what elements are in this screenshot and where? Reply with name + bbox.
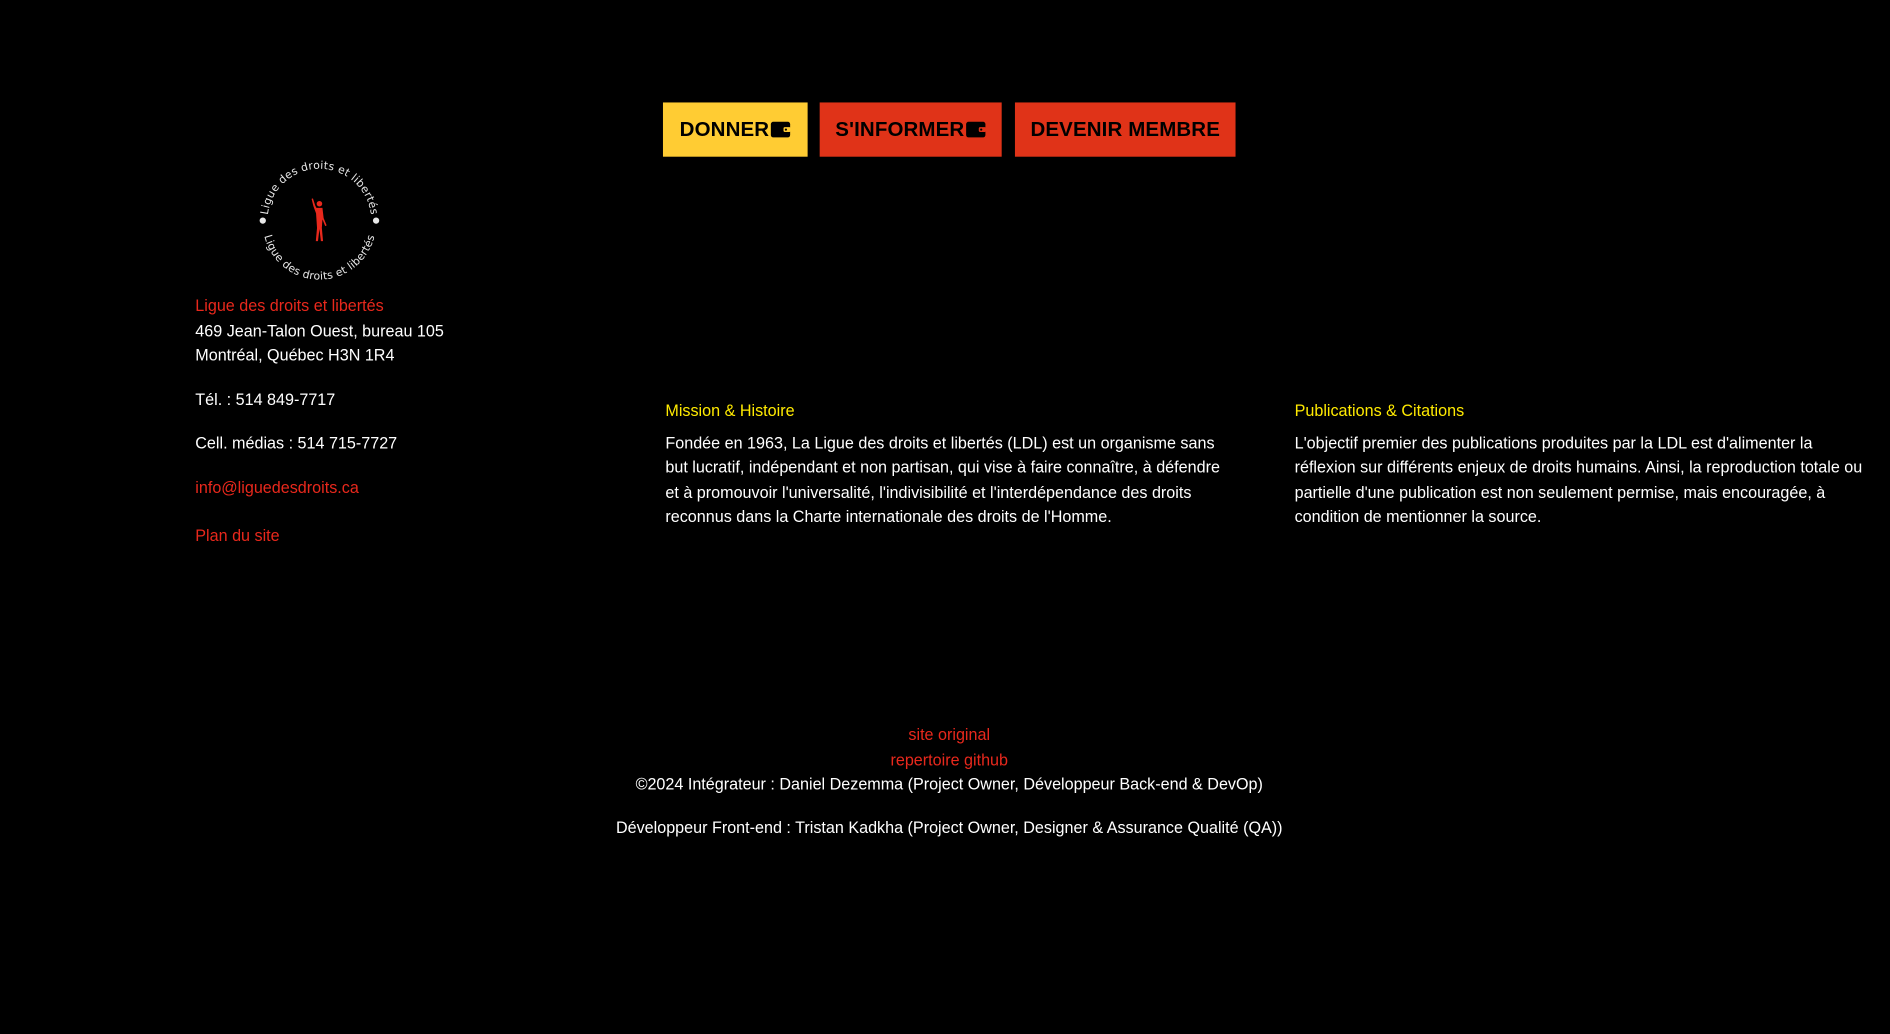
sinformer-button[interactable] bbox=[820, 102, 1002, 156]
phone-number: Tél. : 514 849-7717 bbox=[195, 389, 336, 409]
svg-text:Ligue des droits et libertés bbox=[258, 159, 381, 216]
mission-section bbox=[665, 399, 1234, 530]
donner-label: DONNER bbox=[679, 117, 770, 141]
publications-title: Publications & Citations bbox=[1294, 401, 1465, 420]
mission-title: Mission & Histoire bbox=[665, 401, 795, 420]
address-line-1: 469 Jean-Talon Ouest, bureau 105 bbox=[195, 321, 444, 340]
email-link[interactable]: info@liguedesdroits.ca bbox=[195, 477, 359, 497]
footer-github-row bbox=[0, 749, 1890, 774]
person-figure-icon bbox=[312, 198, 327, 241]
cell-media-number: Cell. médias : 514 715-7727 bbox=[195, 433, 398, 453]
original-site-link[interactable]: site original bbox=[908, 725, 991, 744]
wallet-icon bbox=[770, 121, 790, 139]
publications-section bbox=[1295, 399, 1864, 530]
publications-body: L'objectif premier des publications produites par la LDL est d'alimenter la réflexion sur différents enjeux de droits humains. Ainsi, la reproduction totale ou partielle d'une publication est non seulement permise, mais encouragée, à condition de mentionner la source. bbox=[1294, 433, 1863, 526]
ldl-logo[interactable] bbox=[256, 155, 384, 285]
org-name: Ligue des droits et libertés bbox=[195, 296, 384, 315]
logo-ring-text-bottom: Ligue des droits et libertés bbox=[261, 233, 378, 283]
footer-original-site-row bbox=[0, 723, 1890, 748]
wallet-icon bbox=[966, 121, 986, 139]
github-link[interactable]: repertoire github bbox=[890, 750, 1009, 770]
donner-button[interactable] bbox=[663, 102, 808, 156]
devenir-membre-button[interactable] bbox=[1015, 102, 1236, 156]
address-line-2: Montréal, Québec H3N 1R4 bbox=[195, 345, 395, 365]
credit-integrator: ©2024 Intégrateur : Daniel Dezemma (Project Owner, Développeur Back-end & DevOp) bbox=[635, 775, 1263, 794]
contact-block bbox=[195, 294, 508, 549]
mission-body: Fondée en 1963, La Ligue des droits et libertés (LDL) est un organisme sans but lucratif, indépendant et non partisan, qui vise à faire connaître, à défendre et à promouvoir l'universalité, l'indivisibilité et l'interdépendance des droits reconnus dans la Charte internationale des droits de l'Homme. bbox=[665, 433, 1220, 526]
sinformer-label: S'INFORMER bbox=[835, 117, 965, 141]
credit-frontend: Développeur Front-end : Tristan Kadkha (Project Owner, Designer & Assurance Qualité (QA)) bbox=[615, 818, 1283, 837]
svg-text:Ligue des droits et libertés bbox=[261, 233, 377, 283]
sitemap-link[interactable]: Plan du site bbox=[195, 526, 280, 545]
devenir-membre-label: DEVENIR MEMBRE bbox=[1030, 117, 1221, 141]
logo-ring-text-top: Ligue des droits et libertés bbox=[257, 158, 381, 216]
